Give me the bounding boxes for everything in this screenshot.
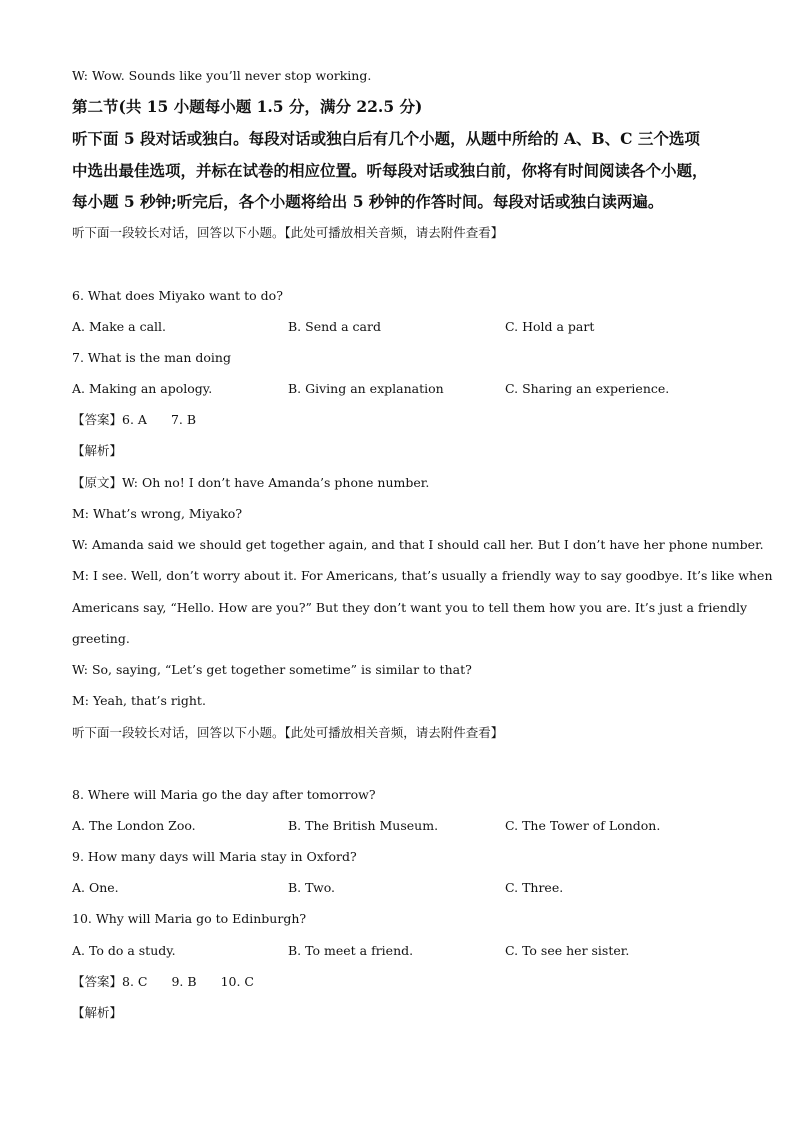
answer-label: 【答案】	[72, 412, 123, 427]
q7-option-c: C. Sharing an experience.	[505, 381, 670, 396]
section1-answers	[72, 412, 196, 428]
transcript-label: 【原文】	[72, 475, 123, 490]
section2-answers	[72, 974, 254, 990]
answer-8: 8. C	[122, 974, 148, 989]
question-9: 9. How many days will Maria stay in Oxford?	[72, 849, 357, 864]
q6-option-c: C. Hold a part	[505, 319, 595, 334]
transcript-line-1	[72, 475, 429, 491]
question-6: 6. What does Miyako want to do?	[72, 288, 283, 303]
instruction-line-1: 听下面 5 段对话或独白。每段对话或独白后有几个小题，从题中所给的 A、B、C 三个选项	[72, 129, 700, 148]
section1-analysis-label: 【解析】	[72, 443, 123, 458]
q8-option-c: C. The Tower of London.	[505, 818, 661, 833]
instruction-line-3: 每小题 5 秒钟;听完后，各个小题将给出 5 秒钟的作答时间。每段对话或独白读两遍。	[72, 192, 664, 211]
q10-option-b: B. To meet a friend.	[288, 943, 414, 958]
answer-9: 9. B	[171, 974, 197, 989]
q8-option-b: B. The British Museum.	[288, 818, 439, 833]
q10-option-a: A. To do a study.	[72, 943, 176, 958]
transcript-line-2: M: What’s wrong, Miyako?	[72, 506, 243, 521]
q7-option-b: B. Giving an explanation	[288, 381, 444, 396]
transcript-line-5: Americans say, “Hello. How are you?” But they don’t want you to tell them how you are. It’s just a friendly	[72, 600, 748, 615]
answer-label: 【答案】	[72, 974, 123, 989]
question-7: 7. What is the man doing	[72, 350, 231, 365]
transcript-line-6: greeting.	[72, 631, 130, 646]
q6-option-a: A. Make a call.	[72, 319, 167, 334]
transcript-line-8: M: Yeah, that’s right.	[72, 693, 206, 708]
answer-6: 6. A	[122, 412, 147, 427]
section1-header: 听下面一段较长对话，回答以下小题。【此处可播放相关音频，请去附件查看】	[72, 225, 504, 240]
transcript-line-7: W: So, saying, “Let’s get together sometime” is similar to that?	[72, 662, 472, 677]
q8-option-a: A. The London Zoo.	[72, 818, 196, 833]
q10-option-c: C. To see her sister.	[505, 943, 630, 958]
q9-option-b: B. Two.	[288, 880, 336, 895]
section-title: 第二节(共 15 小题每小题 1.5 分，满分 22.5 分)	[72, 97, 423, 116]
q6-option-b: B. Send a card	[288, 319, 381, 334]
answer-10: 10. C	[220, 974, 254, 989]
transcript-line-4: M: I see. Well, don’t worry about it. For Americans, that’s usually a friendly way to say goodbye. It’s like when	[72, 568, 773, 583]
section2-analysis-label: 【解析】	[72, 1005, 123, 1020]
question-8: 8. Where will Maria go the day after tomorrow?	[72, 787, 376, 802]
q9-option-c: C. Three.	[505, 880, 564, 895]
answer-7: 7. B	[170, 412, 197, 427]
section2-header: 听下面一段较长对话，回答以下小题。【此处可播放相关音频，请去附件查看】	[72, 725, 504, 740]
intro-line: W: Wow. Sounds like you’ll never stop working.	[72, 68, 372, 83]
transcript-line-3: W: Amanda said we should get together again, and that I should call her. But I don’t have her phone number.	[72, 537, 764, 552]
instruction-line-2: 中选出最佳选项，并标在试卷的相应位置。听每段对话或独白前，你将有时间阅读各个小题，	[72, 161, 708, 180]
question-10: 10. Why will Maria go to Edinburgh?	[72, 911, 307, 926]
q9-option-a: A. One.	[72, 880, 119, 895]
q7-option-a: A. Making an apology.	[72, 381, 213, 396]
transcript-text-1: W: Oh no! I don’t have Amanda’s phone number.	[122, 475, 430, 490]
